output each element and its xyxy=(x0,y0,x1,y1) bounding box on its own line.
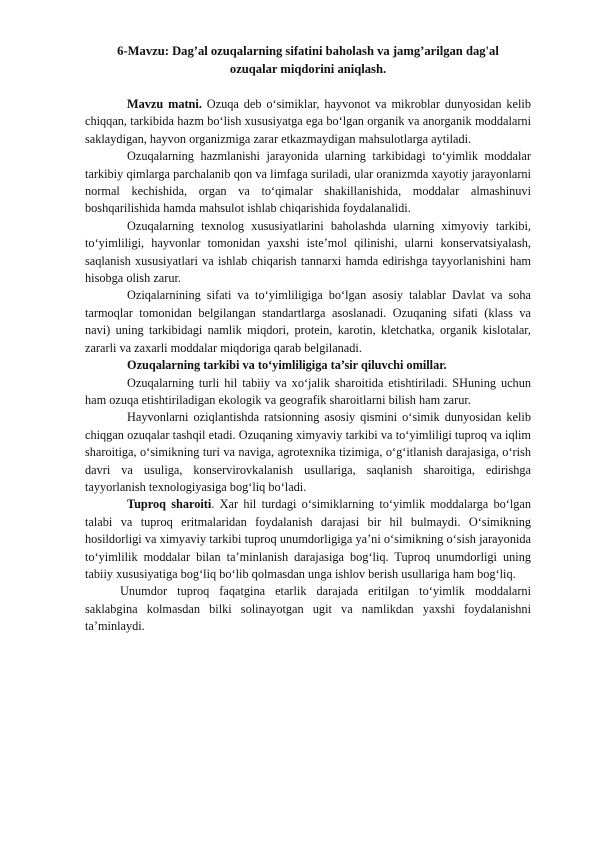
paragraph-conditions: Ozuqalarning turli hil tabiiy va xo‘jalik sharoitida etishtiriladi. SHuning uchun ham ozuqa etishtiriladigan ekologik va geografik sharoitlarni bilish ham zarur. xyxy=(85,375,531,407)
paragraph-lead-bold: Tuproq sharoiti xyxy=(127,497,212,512)
paragraph-text: . Xar hil turdagi o‘simiklarning to‘yimlik moddalarga bo‘lgan talabi va tuproq eritmalaridan foydalanish darajasi bir hil bulmaydi. O‘simikning hosildorligi va ximyaviy tarkibi tuproq unumdorligiga ya’ni o‘simikning o‘sish jarayonida to‘yimlilik moddalar bilan ta’minlanish darajasiga bog‘liq. Tuproq unumdorligi uning tabiiy xususiyatiga bog‘liq bo‘lib qolmasdan unga ishlov berish usullariga ham bog‘liq. xyxy=(85,497,532,581)
section-heading: Ozuqalarning tarkibi va to‘yimliligiga ta’sir qiluvchi omillar. xyxy=(127,358,447,373)
title-line-2: ozuqalar miqdorini aniqlash. xyxy=(229,62,387,76)
document-page xyxy=(85,42,531,636)
title-line-1: 6-Mavzu: Dag’al ozuqalarning sifatini baholash va jamg’arilgan dag'al xyxy=(117,44,499,58)
document-title xyxy=(85,42,531,78)
paragraph-ration: Hayvonlarni oziqlantishda ratsionning asosiy qismini o‘simik dunyosidan kelib chiqgan ozuqalar tashqil etadi. Ozuqaning ximyaviy tarkibi va to‘yimliligi tuproq va iqlim sharoitiga, o‘simikning turi va naviga, agrotexnika tizimiga, o‘g‘itlanish darajasiga, o‘rish davri va usuliga, konservirovkalanish usullariga, saqlanish sharoitiga, edirishga tayyorlanish texnologiyasiga bog‘liq bo‘ladi. xyxy=(85,410,531,494)
paragraph-technology: Ozuqalarning texnolog xususiyatlarini baholashda ularning ximyoviy tarkibi, to‘yimliligi, hayvonlar tomonidan yaxshi iste’mol qilinishi, ularni konservatsiyalash, saqlanish xususiyatlari va ishlab chiqarish tannarxi hamda edirishga tayyorlanishini ham hisobga olish zarur. xyxy=(85,218,531,286)
paragraph-lead-bold: Mavzu matni. xyxy=(127,97,202,111)
paragraph-quality: Oziqalarnining sifati va to‘yimliligiga bo‘lgan asosiy talablar Davlat va soha tarmoqlar tomonidan belgilangan standartlarga asoslanadi. Ozuqaning sifati (klass va navi) uning tarkibidagi namlik miqdori, protein, karotin, kletchatka, organik kislotalar, zararli va zaxarli moddalar miqdoriga qarab belgilanadi. xyxy=(85,288,531,355)
paragraph-soil xyxy=(85,496,531,583)
paragraph-text: Ozuqa deb o‘simiklar, hayvonot va mikroblar dunyosidan kelib chiqqan, tarkibida hazm bo‘lish xususiyatga ega bo‘lgan organik va anorganik moddalarni saklaydigan, hayvon organizmiga zarar etkazmaydigan mahsulotlarga aytiladi. xyxy=(85,97,531,146)
paragraph-definition xyxy=(85,96,531,148)
paragraph-fertile-soil: Unumdor tuproq faqatgina etarlik darajada eritilgan to‘yimlik moddalarni saklabgina kolmasdan bilki solinayotgan ugit va namlikdan yaxshi foydalanishni ta’minlaydi. xyxy=(85,584,531,634)
paragraph-digestion: Ozuqalarning hazmlanishi jarayonida ularning tarkibidagi to‘yimlik moddalar tarkibiy qimlarga parchalanib qon va limfaga suriladi, ular oranizmda xayotiy jarayonlarni normal kechishida, organ va to‘qimalar shakillanishida, moddalar almashinuvi boshqarilishida hamda mahsulot ishlab chiqarishida foydalanalidi. xyxy=(85,149,531,216)
